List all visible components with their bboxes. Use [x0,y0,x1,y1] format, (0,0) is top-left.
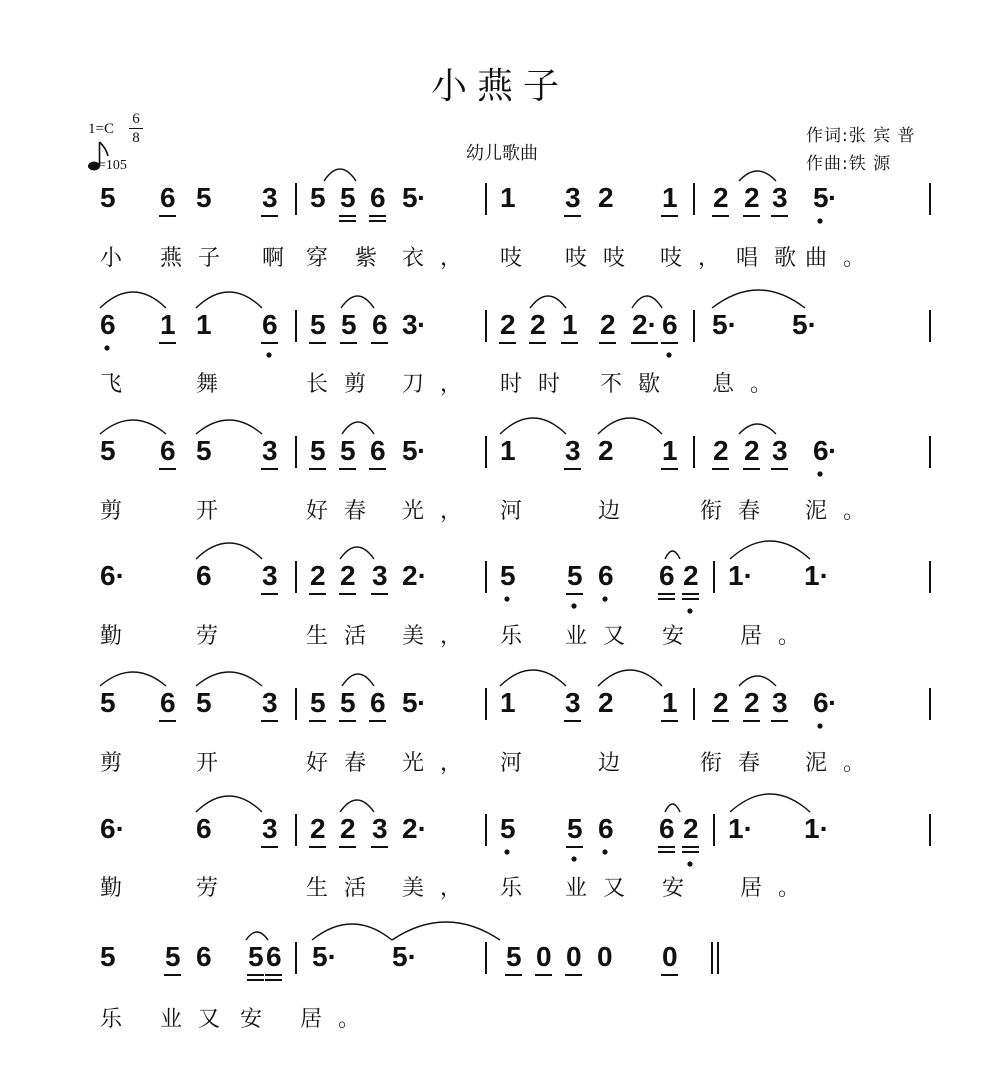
lyric: 吱 [500,246,539,271]
low-octave-dot [571,856,576,861]
slur [324,169,356,181]
note: 6 [813,687,829,718]
note: 2 [340,560,356,591]
slur [665,804,680,812]
slur [739,171,776,181]
slur [598,418,662,434]
score-system [100,290,930,397]
note: 3 [262,435,278,466]
note: 6 [659,813,675,844]
note: 2 [500,309,516,340]
lyric: 河 [500,751,539,776]
note: 5 [196,435,212,466]
slur [739,676,776,686]
lyric: 安 [662,624,701,649]
note: 2 [600,309,616,340]
note: 0 [597,941,613,972]
lyric: 不歇 [600,372,677,397]
note: 5 [100,182,116,213]
lyric: 光， [402,751,479,776]
note: 2 [744,182,760,213]
note: 6 [370,435,386,466]
score-system [100,922,718,1032]
note: 1 [500,687,516,718]
lyric: 劳 [196,624,235,649]
lyric: 居。 [740,876,817,901]
low-octave-dot [687,608,692,613]
low-octave-dot [602,849,607,854]
note: · [417,182,427,213]
note: 6 [598,560,614,591]
slur [100,420,166,434]
note: 6 [370,687,386,718]
low-octave-dot [817,218,822,223]
time-numerator: 6 [132,111,140,127]
note: 5 [402,687,418,718]
note: 0 [662,941,678,972]
score-system [100,794,930,901]
lyric: 啊 [262,246,301,271]
note: 5· [392,941,417,972]
slur [196,543,262,559]
note: 1 [662,435,678,466]
note: 5 [310,687,326,718]
note: 2 [744,687,760,718]
note: 2 [713,435,729,466]
low-octave-dot [666,352,671,357]
lyric: 居。 [740,624,817,649]
low-octave-dot [104,345,109,350]
lyric: 美， [402,876,479,901]
note: 1 [662,182,678,213]
lyric: 燕子 [160,246,237,271]
lyric: 长剪 [306,372,383,397]
note: 2· [632,309,657,340]
lyric: 息。 [712,372,789,397]
slur [341,296,374,308]
lyric: 刀， [402,372,479,397]
note: 5 [567,560,583,591]
slur [246,932,268,940]
slur [196,672,262,686]
note: 3 [565,182,581,213]
note: 6· [100,813,125,844]
score-system [100,418,930,524]
note: 5 [341,309,357,340]
lyric: 泥。 [805,499,882,524]
slur [712,290,805,308]
note: 6· [100,560,125,591]
lyric: 紫 [355,246,394,271]
slur [530,296,566,308]
lyric: 河 [500,499,539,524]
lyric: 时时 [500,372,577,397]
slur [342,674,374,686]
note: 1 [160,309,176,340]
tempo-value: =105 [98,158,127,173]
note: 6 [196,941,212,972]
lyric: 勤 [100,876,139,901]
note: 3 [772,435,788,466]
note: 5 [506,941,522,972]
lyric: 开 [196,499,235,524]
lyric: 乐 [100,1007,139,1032]
score-system [100,169,930,271]
note: 3 [372,813,388,844]
lyric: 衔春 [700,751,777,776]
note: 2 [683,560,699,591]
note: 1 [196,309,212,340]
note: 0 [566,941,582,972]
low-octave-dot [817,471,822,476]
note: 5 [567,813,583,844]
lyric: 勤 [100,624,139,649]
note: 5· [792,309,817,340]
note: 1· [728,813,753,844]
slur [196,420,262,434]
note: 5 [500,813,516,844]
note: 5 [310,182,326,213]
lyric: 业又 [565,876,642,901]
note: 3 [565,687,581,718]
lyric: 剪 [100,751,139,776]
song-title: 小燕子 [430,66,569,107]
slur [730,541,810,559]
lyric: 舞 [196,372,235,397]
slur [500,670,566,686]
note: 3 [565,435,581,466]
slur [739,424,776,434]
note: 6 [659,560,675,591]
note: · [828,687,838,718]
lyric: 泥。 [805,751,882,776]
note: 5 [196,687,212,718]
low-octave-dot [504,596,509,601]
slur [196,292,262,308]
lyric: 衣， [402,246,479,271]
note: 6 [196,813,212,844]
lyric: 业又 [565,624,642,649]
low-octave-dot [602,596,607,601]
lyric: 飞 [100,372,139,397]
note: 2 [310,560,326,591]
note: 5 [165,941,181,972]
note: 5 [310,309,326,340]
note: 5 [340,687,356,718]
lyric: 穿 [306,246,345,271]
note: 6 [598,813,614,844]
lyric: 边 [598,499,637,524]
note: 6 [266,941,282,972]
lyric: 乐 [500,624,539,649]
lyric: 安 [240,1007,279,1032]
note: 3 [372,560,388,591]
note: 2 [310,813,326,844]
slur [730,794,810,812]
note: · [828,435,838,466]
slur [340,800,374,812]
slur [500,418,566,434]
note: 5 [402,182,418,213]
note: 2 [683,813,699,844]
note: 5 [813,182,829,213]
lyricist-credit: 作词:张 宾 普 [806,126,916,146]
note: 5 [340,182,356,213]
note: · [417,309,427,340]
lyric: 生活 [306,876,383,901]
note: 5 [310,435,326,466]
note: 1 [662,687,678,718]
note: 2 [713,687,729,718]
note: 2 [598,687,614,718]
note: 5 [100,941,116,972]
note: 6 [370,182,386,213]
note: 2· [402,560,427,591]
note: 6 [372,309,388,340]
composer-credit: 作曲:铁 源 [806,154,892,174]
note: 1 [562,309,578,340]
lyric: 好春 [306,751,383,776]
note: 5· [712,309,737,340]
slur [665,551,680,559]
note: 6 [196,560,212,591]
note: 3 [772,687,788,718]
lyric: 衔春 [700,499,777,524]
note: 1 [500,435,516,466]
slur [340,547,374,559]
note: 6 [160,182,176,213]
note: 6 [100,309,116,340]
lyric: 安 [662,876,701,901]
lyric: 曲。 [805,246,882,271]
slur [100,672,166,686]
note: 5 [500,560,516,591]
note: 3 [262,687,278,718]
note: · [828,182,838,213]
lyric: 劳 [196,876,235,901]
low-octave-dot [571,603,576,608]
low-octave-dot [504,849,509,854]
lyric: 开 [196,751,235,776]
note: 5 [340,435,356,466]
note: · [417,687,427,718]
low-octave-dot [687,861,692,866]
note: 2 [340,813,356,844]
lyric: 好春 [306,499,383,524]
note: · [417,435,427,466]
slur [312,924,392,940]
note: 3 [262,560,278,591]
note: 2 [598,435,614,466]
note: 5 [402,435,418,466]
note: 3 [262,182,278,213]
note: 3 [772,182,788,213]
score-system [100,670,930,776]
note: 6 [160,435,176,466]
lyric: 小 [100,246,139,271]
note: 5 [196,182,212,213]
note: 2 [530,309,546,340]
low-octave-dot [266,352,271,357]
note: 1· [804,813,829,844]
slur [598,670,662,686]
note: 5 [100,435,116,466]
lyric: 边 [598,751,637,776]
lyric: 美， [402,624,479,649]
note: 6 [160,687,176,718]
lyric: 居。 [300,1007,377,1032]
note: 5 [100,687,116,718]
lyric: 吱吱 [565,246,642,271]
low-octave-dot [817,723,822,728]
note: 2 [713,182,729,213]
note: 1· [728,560,753,591]
note: 5· [312,941,337,972]
lyric: 光， [402,499,479,524]
note: 0 [536,941,552,972]
note: 3 [262,813,278,844]
lyric: 业又 [160,1007,237,1032]
note: 6 [262,309,278,340]
note: 2· [402,813,427,844]
slur [342,422,374,434]
note: 6 [662,309,678,340]
note: 6 [813,435,829,466]
slur [392,922,500,940]
note: 3 [402,309,418,340]
key-signature: 1=C [88,121,114,137]
lyric: 乐 [500,876,539,901]
time-denominator: 8 [132,130,140,146]
note: 1· [804,560,829,591]
note: 1 [500,182,516,213]
note: 5 [248,941,264,972]
note: 2 [744,435,760,466]
slur [100,292,166,308]
lyric: 生活 [306,624,383,649]
lyric: 吱，唱歌 [660,246,813,271]
slur [196,796,262,812]
song-genre: 幼儿歌曲 [466,143,538,164]
score-system [100,541,930,649]
note: 2 [598,182,614,213]
slur [632,296,662,308]
lyric: 剪 [100,499,139,524]
